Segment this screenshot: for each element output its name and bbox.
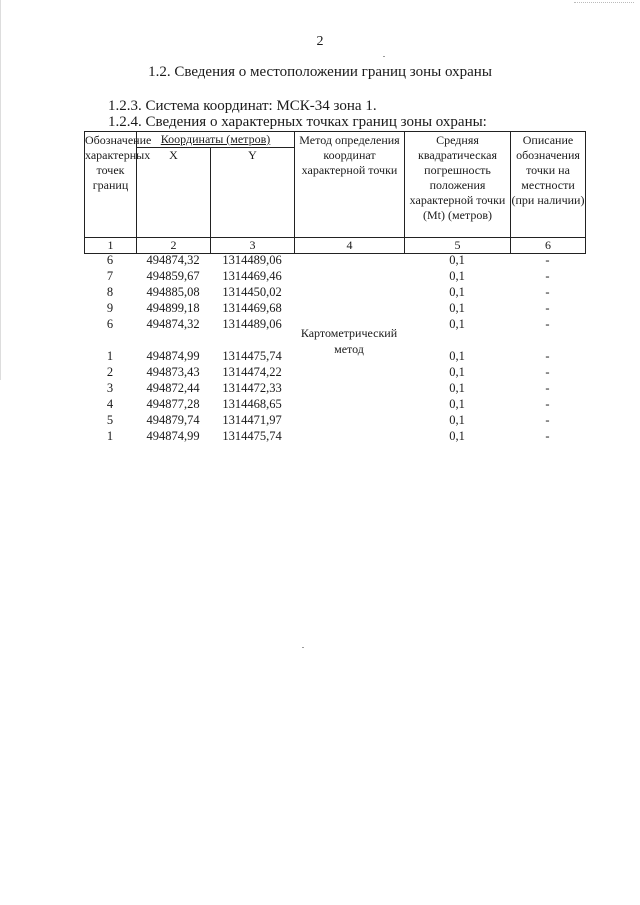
coord-y: 1314469,46 (222, 269, 282, 283)
table-row (0, 365, 640, 381)
coord-y: 1314471,97 (222, 413, 282, 427)
coord-y: 1314475,74 (222, 349, 282, 363)
description-value: - (545, 317, 550, 331)
header-error: Средняя квадратическая погрешность положения характерной точки (Mt) (метров) (405, 132, 511, 238)
table-row (0, 397, 640, 413)
error-value: 0,1 (449, 413, 465, 427)
scan-mark-top (574, 2, 634, 4)
error-value: 0,1 (449, 397, 465, 411)
coord-y: 1314468,65 (222, 397, 282, 411)
description-value: - (545, 349, 550, 363)
point-id: 5 (106, 413, 114, 427)
point-id: 6 (106, 317, 114, 331)
table-row (0, 253, 640, 269)
coord-x: 494885,08 (146, 285, 200, 299)
table-row (0, 381, 640, 397)
error-value: 0,1 (449, 285, 465, 299)
coord-y: 1314489,06 (222, 253, 282, 267)
point-id: 1 (106, 429, 114, 443)
point-id: 6 (106, 253, 114, 267)
coord-y: 1314450,02 (222, 285, 282, 299)
column-number: 2 (137, 238, 211, 254)
description-value: - (545, 397, 550, 411)
coord-y: 1314474,22 (222, 365, 282, 379)
coord-x: 494872,44 (146, 381, 200, 395)
coord-x: 494877,28 (146, 397, 200, 411)
header-x: X (137, 148, 211, 238)
error-value: 0,1 (449, 301, 465, 315)
description-value: - (545, 285, 550, 299)
description-value: - (545, 365, 550, 379)
table-row (0, 269, 640, 285)
table-row (0, 429, 640, 445)
header-description: Описание обозначения точки на местности (при наличии) (511, 132, 586, 238)
coordinate-system-line: 1.2.3. Система координат: МСК-34 зона 1. (108, 98, 377, 114)
coord-y: 1314469,68 (222, 301, 282, 315)
description-value: - (545, 413, 550, 427)
error-value: 0,1 (449, 269, 465, 283)
error-value: 0,1 (449, 381, 465, 395)
point-id: 4 (106, 397, 114, 411)
coord-x: 494874,99 (146, 429, 200, 443)
page-number: 2 (316, 34, 324, 49)
column-number: 3 (211, 238, 295, 254)
header-method: Метод определения координат характерной точки (295, 132, 405, 238)
error-value: 0,1 (449, 317, 465, 331)
description-value: - (545, 269, 550, 283)
header-y: Y (211, 148, 295, 238)
scan-speck (383, 56, 385, 57)
points-heading: 1.2.4. Сведения о характерных точках границ зоны охраны: (108, 114, 487, 130)
column-number: 5 (405, 238, 511, 254)
header-coordinates: Координаты (метров) (137, 132, 295, 148)
table-row (0, 413, 640, 429)
point-id: 9 (106, 301, 114, 315)
coord-y: 1314475,74 (222, 429, 282, 443)
method-value: Картометрический метод (300, 326, 398, 356)
coord-x: 494874,32 (146, 253, 200, 267)
column-number: 1 (85, 238, 137, 254)
description-value: - (545, 253, 550, 267)
coord-x: 494874,32 (146, 317, 200, 331)
coord-x: 494873,43 (146, 365, 200, 379)
column-number: 4 (295, 238, 405, 254)
scan-speck (302, 647, 304, 648)
point-id: 8 (106, 285, 114, 299)
coord-x: 494879,74 (146, 413, 200, 427)
table-row (0, 301, 640, 317)
coord-y: 1314489,06 (222, 317, 282, 331)
error-value: 0,1 (449, 253, 465, 267)
points-table-header (84, 131, 586, 254)
error-value: 0,1 (449, 365, 465, 379)
coord-x: 494874,99 (146, 349, 200, 363)
header-point-id: Обозначение характерных точек границ (85, 132, 137, 238)
description-value: - (545, 429, 550, 443)
column-number: 6 (511, 238, 586, 254)
column-number-row (85, 238, 586, 254)
error-value: 0,1 (449, 349, 465, 363)
description-value: - (545, 301, 550, 315)
coord-x: 494859,67 (146, 269, 200, 283)
point-id: 7 (106, 269, 114, 283)
point-id: 2 (106, 365, 114, 379)
error-value: 0,1 (449, 429, 465, 443)
point-id: 3 (106, 381, 114, 395)
description-value: - (545, 381, 550, 395)
table-row (0, 285, 640, 301)
coord-x: 494899,18 (146, 301, 200, 315)
section-title: 1.2. Сведения о местоположении границ зоны охраны (148, 64, 492, 80)
point-id: 1 (106, 349, 114, 363)
coord-y: 1314472,33 (222, 381, 282, 395)
